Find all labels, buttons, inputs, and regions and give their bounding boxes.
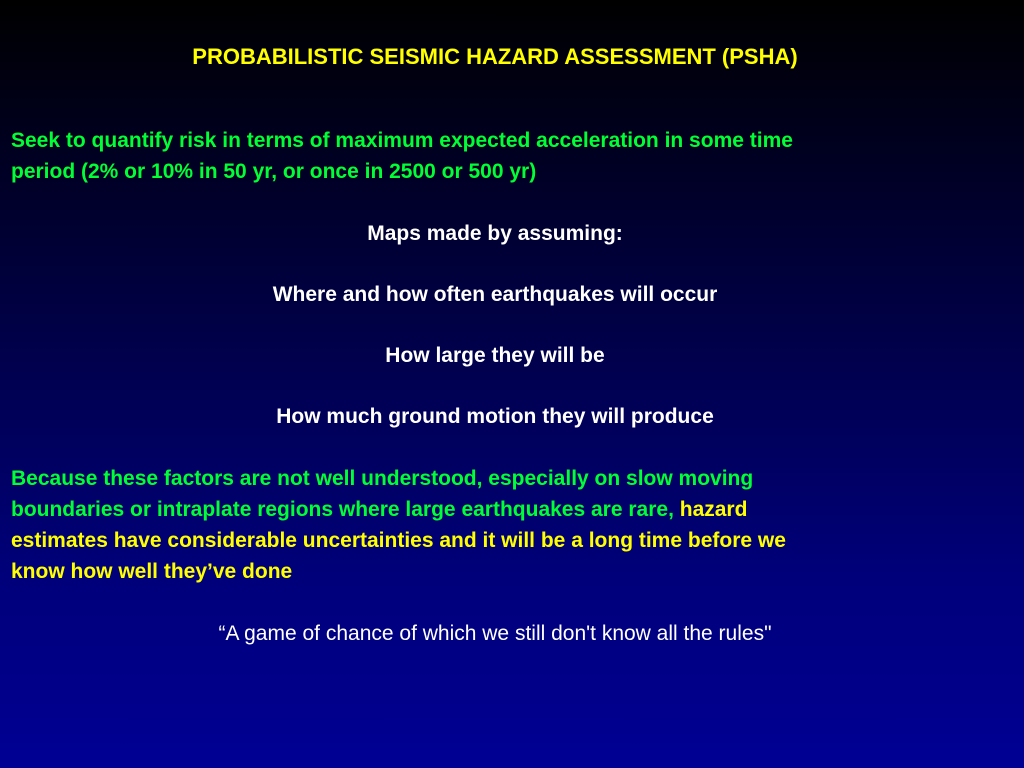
intro-line-2: period (2% or 10% in 50 yr, or once in 2500 or 500 yr)	[11, 160, 537, 183]
because-line-1: Because these factors are not well understood, especially on slow moving	[11, 467, 754, 490]
maps-heading: Maps made by assuming:	[367, 222, 623, 245]
because-line-3: estimates have considerable uncertainties and it will be a long time before we	[11, 529, 786, 552]
because-line-2	[11, 494, 747, 525]
hazard-highlight: hazard	[679, 498, 748, 521]
assumption-ground-motion: How much ground motion they will produce	[276, 405, 714, 428]
slide-title: PROBABILISTIC SEISMIC HAZARD ASSESSMENT (PSHA)	[192, 44, 798, 69]
assumption-occurrence: Where and how often earthquakes will occur	[272, 283, 718, 306]
closing-quote: “A game of chance of which we still don't know all the rules"	[218, 622, 772, 645]
assumption-magnitude: How large they will be	[385, 344, 605, 367]
because-line-2-text: boundaries or intraplate regions where large earthquakes are rare,	[11, 498, 680, 521]
intro-line-1: Seek to quantify risk in terms of maximum expected acceleration in some time	[11, 129, 793, 152]
because-line-4: know how well they’ve done	[11, 560, 293, 583]
